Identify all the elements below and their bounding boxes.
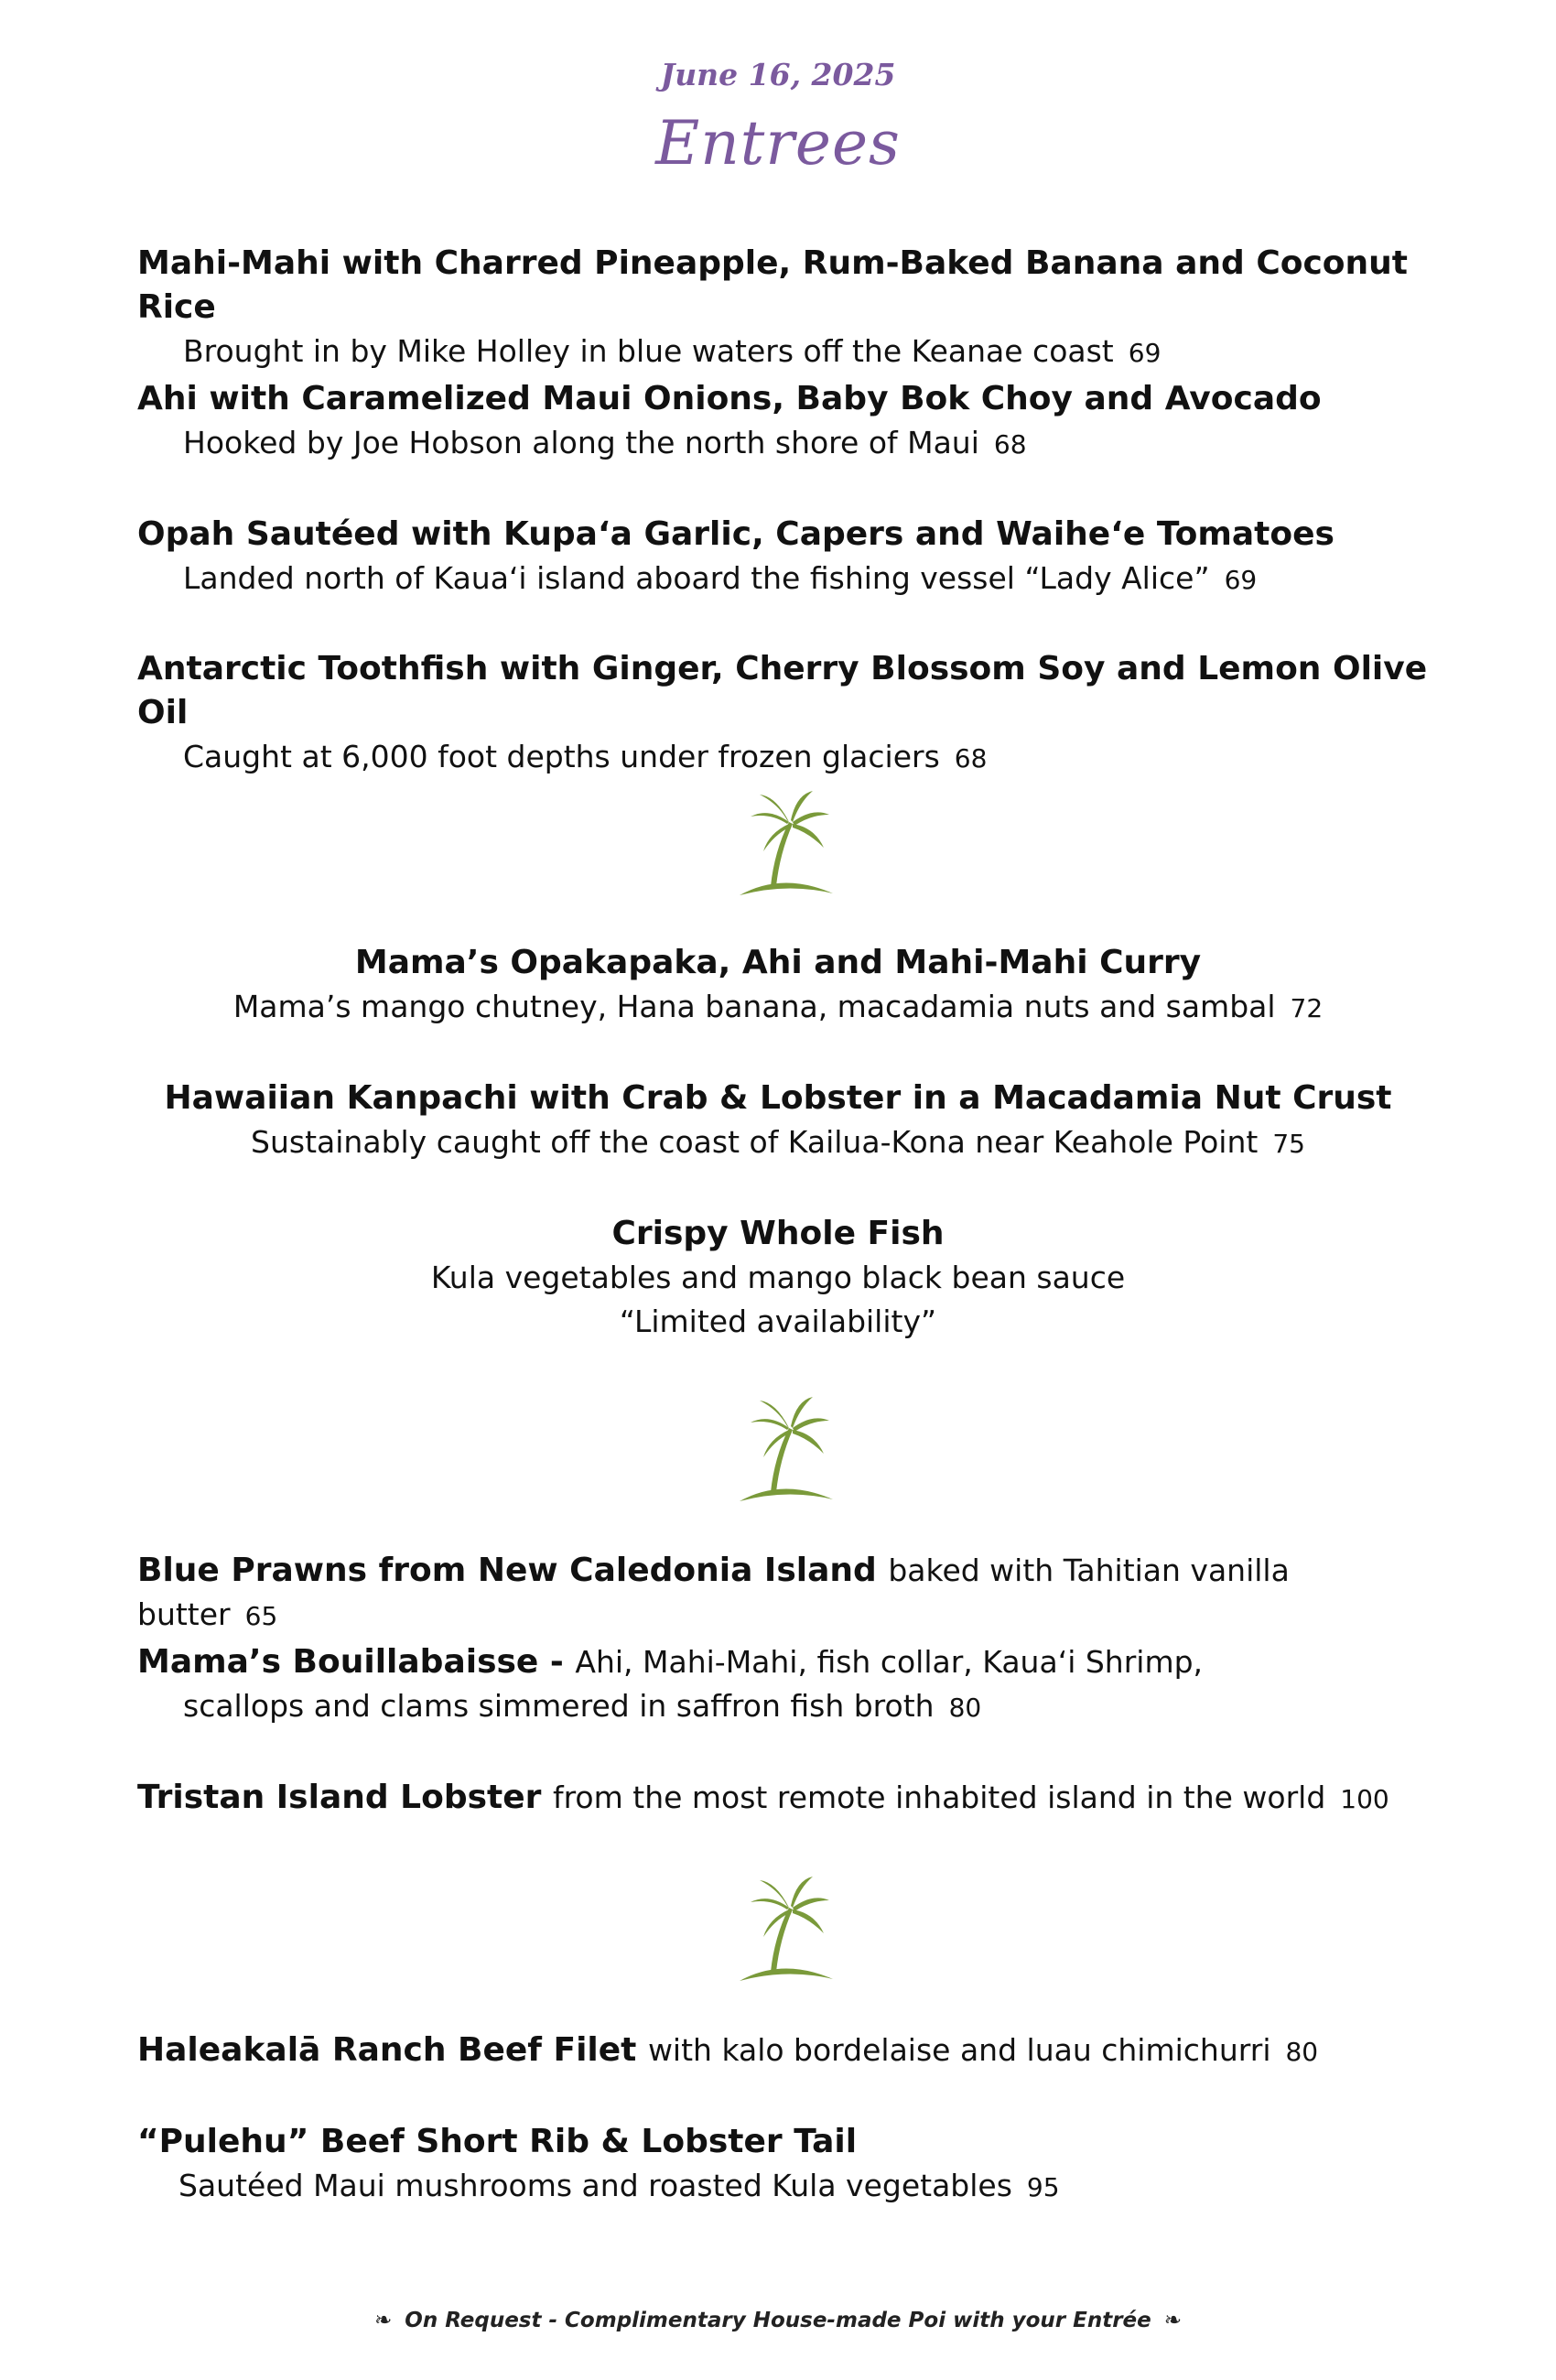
item-name: Hawaiian Kanpachi with Crab & Lobster in a Macadamia Nut Crust	[164, 1079, 1392, 1117]
item-price: 65	[244, 1601, 278, 1631]
item-description: Ahi, Mahi-Mahi, fish collar, Kauaʻi Shrimp,	[575, 1644, 1204, 1680]
item-name-line: Tristan Island Lobster from the most remote inhabited island in the world 100	[137, 1779, 1389, 1816]
item-description: with kalo bordelaise and luau chimichurri	[647, 2032, 1271, 2068]
item-price: 95	[1026, 2172, 1060, 2202]
item-price: 100	[1340, 1784, 1389, 1814]
item-name: “Pulehu” Beef Short Rib & Lobster Tail	[137, 2123, 858, 2160]
item-description: Mama’s mango chutney, Hana banana, macadamia nuts and sambal 72	[232, 989, 1324, 1024]
menu-item-blue-prawns	[137, 1549, 1437, 1639]
menu-item-ahi	[137, 377, 1437, 467]
item-description: Caught at 6,000 foot depths under frozen glaciers 68	[183, 739, 988, 774]
menu-item-whole-fish	[0, 1212, 1556, 1344]
item-price: 69	[1128, 338, 1162, 368]
item-description: Sustainably caught off the coast of Kailua-Kona near Keahole Point 75	[251, 1124, 1305, 1160]
item-price: 68	[954, 743, 988, 774]
item-description: Kula vegetables and mango black bean sauce	[430, 1260, 1126, 1295]
item-price: 80	[948, 1693, 982, 1723]
menu-item-short-rib	[137, 2120, 1437, 2210]
item-description: from the most remote inhabited island in the world	[552, 1780, 1326, 1815]
item-name-line: Haleakalā Ranch Beef Filet with kalo bordelaise and luau chimichurri 80	[137, 2031, 1319, 2069]
item-name-line: Mama’s Bouillabaisse - Ahi, Mahi-Mahi, fish collar, Kauaʻi Shrimp,	[137, 1643, 1204, 1681]
item-description-continued: scallops and clams simmered in saffron fish broth 80	[183, 1688, 982, 1724]
footer-note: ❧ On Request - Complimentary House-made Poi with your Entrée ❧	[373, 2309, 1183, 2332]
item-description: Sautéed Maui mushrooms and roasted Kula vegetables 95	[178, 2168, 1060, 2203]
leaf-ornament-icon: ❧	[373, 2309, 393, 2332]
item-name: Mahi-Mahi with Charred Pineapple, Rum-Baked Banana and Coconut Rice	[137, 244, 1409, 326]
item-name: Ahi with Caramelized Maui Onions, Baby Bok Choy and Avocado	[137, 380, 1322, 417]
item-name-line: Blue Prawns from New Caledonia Island baked with Tahitian vanilla butter 65	[137, 1552, 1290, 1632]
menu-item-bouillabaisse	[137, 1640, 1437, 1730]
page-title: Entrees	[655, 108, 901, 178]
item-description: baked with Tahitian vanilla butter	[137, 1552, 1290, 1632]
palm-tree-icon	[732, 787, 833, 897]
menu-item-opah	[137, 513, 1437, 602]
menu-item-kanpachi	[0, 1076, 1556, 1166]
item-price: 75	[1272, 1129, 1305, 1159]
menu-item-curry	[0, 941, 1556, 1031]
item-price: 69	[1224, 565, 1258, 595]
item-name: Crispy Whole Fish	[611, 1215, 945, 1252]
menu-item-beef-filet	[137, 2028, 1437, 2074]
item-price: 68	[993, 429, 1027, 460]
menu-item-toothfish	[137, 647, 1437, 781]
item-description: Brought in by Mike Holley in blue waters off the Keanae coast 69	[183, 333, 1162, 369]
item-description: Landed north of Kauaʻi island aboard the fishing vessel “Lady Alice” 69	[183, 560, 1258, 596]
menu-date: June 16, 2025	[660, 57, 896, 92]
item-note: “Limited availability”	[619, 1304, 937, 1339]
item-name: Antarctic Toothfish with Ginger, Cherry Blossom Soy and Lemon Olive Oil	[137, 650, 1428, 731]
menu-item-lobster	[137, 1776, 1437, 1822]
item-name: Mama’s Opakapaka, Ahi and Mahi-Mahi Curry	[354, 944, 1202, 981]
palm-tree-icon	[732, 1393, 833, 1503]
menu-item-mahi-mahi	[137, 242, 1437, 375]
item-description: Hooked by Joe Hobson along the north shore of Maui 68	[183, 425, 1027, 460]
item-price: 72	[1290, 993, 1324, 1023]
palm-tree-icon	[732, 1873, 833, 1983]
leaf-ornament-icon: ❧	[1163, 2309, 1183, 2332]
item-name: Opah Sautéed with Kupaʻa Garlic, Capers and Waiheʻe Tomatoes	[137, 515, 1334, 553]
item-price: 80	[1285, 2037, 1319, 2067]
